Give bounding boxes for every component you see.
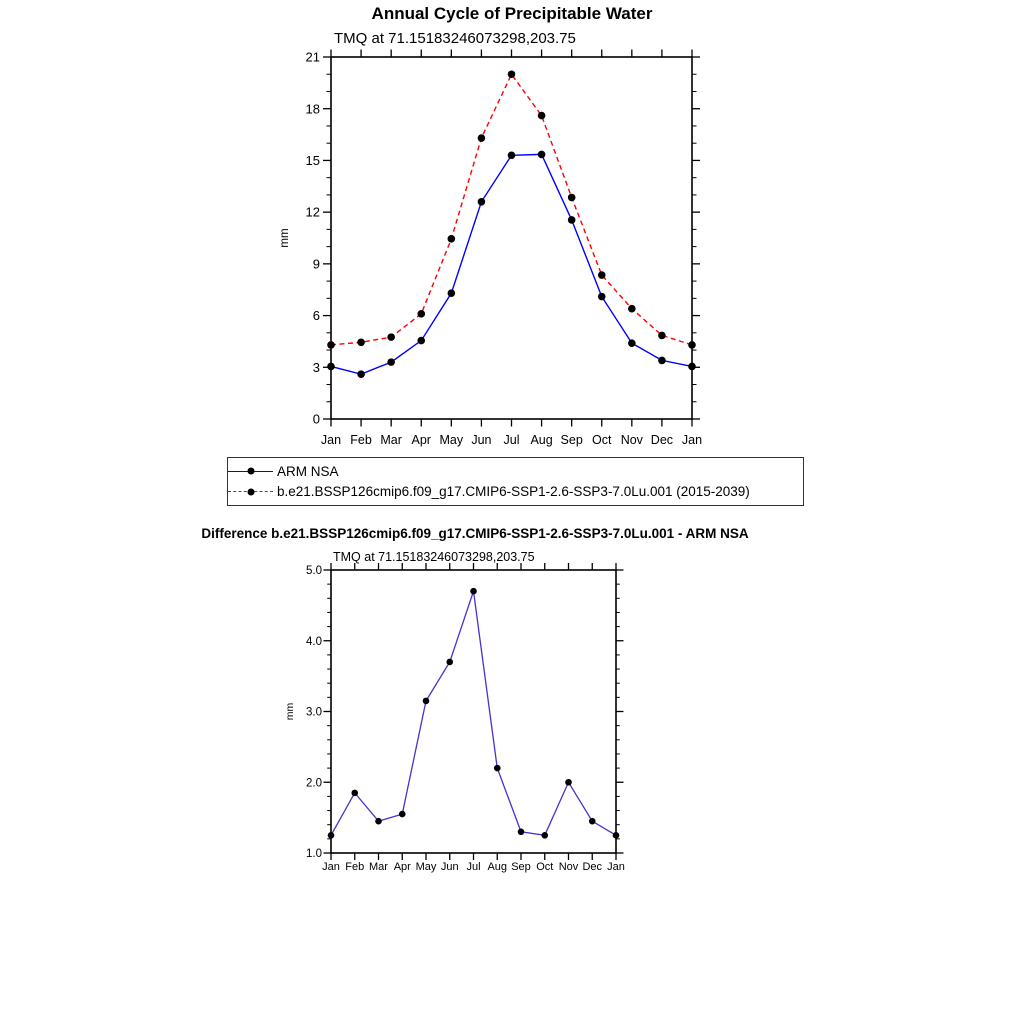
data-point-marker [589, 818, 596, 825]
x-tick-label: Jan [681, 433, 703, 447]
data-point-marker [688, 341, 696, 349]
data-point-marker [387, 333, 395, 341]
data-point-marker [565, 779, 572, 786]
data-point-marker [470, 588, 477, 595]
data-point-marker [478, 198, 486, 206]
y-tick-label: 1.0 [306, 848, 322, 861]
data-point-marker [357, 370, 365, 378]
y-axis-labels [306, 565, 322, 860]
y-tick-label: 3.0 [306, 706, 322, 719]
legend-marker-dot-icon [247, 468, 254, 475]
data-point-marker [375, 818, 382, 825]
series-markers-1 [327, 70, 696, 348]
x-axis-labels [322, 861, 625, 873]
data-point-marker [327, 341, 335, 349]
plot-frame [331, 570, 616, 853]
data-point-marker [613, 832, 620, 839]
x-tick-label: Nov [620, 433, 643, 447]
axis-ticks [323, 50, 700, 427]
y-tick-label: 9 [312, 256, 320, 272]
x-tick-label: Aug [487, 861, 508, 873]
data-point-marker [628, 339, 636, 347]
data-point-marker [448, 235, 456, 243]
data-point-marker [508, 151, 516, 159]
y-tick-label: 21 [305, 49, 320, 65]
difference-chart [240, 545, 660, 885]
annual-cycle-chart [240, 40, 740, 460]
y-tick-label: 0 [312, 411, 320, 427]
data-point-marker [688, 363, 696, 371]
x-tick-label: Dec [582, 861, 603, 873]
data-point-marker [478, 134, 486, 142]
data-point-marker [658, 357, 666, 365]
diff-chart-subtitle: TMQ at 71.15183246073298,203.75 [333, 550, 535, 564]
data-point-marker [628, 305, 636, 313]
legend-label-obs: ARM NSA [277, 463, 339, 479]
y-axis-title: mm [279, 228, 291, 248]
x-tick-label: Dec [650, 433, 674, 447]
x-tick-label: Jun [471, 433, 492, 447]
x-tick-label: Feb [350, 433, 372, 447]
data-point-marker [387, 358, 395, 366]
x-tick-label: May [439, 433, 464, 447]
data-point-marker [351, 790, 358, 797]
top-chart-subtitle: TMQ at 71.15183246073298,203.75 [334, 30, 576, 47]
x-tick-label: Oct [592, 433, 612, 447]
y-tick-label: 5.0 [306, 565, 322, 578]
x-tick-label: Jan [607, 861, 625, 873]
series-line-0 [331, 591, 616, 835]
x-tick-label: May [415, 861, 437, 873]
x-tick-label: Jan [320, 433, 342, 447]
y-tick-label: 18 [305, 101, 320, 117]
y-tick-label: 6 [312, 308, 320, 324]
data-point-marker [399, 811, 406, 818]
x-tick-label: Jan [322, 861, 340, 873]
data-point-marker [658, 332, 666, 340]
data-point-marker [417, 310, 425, 318]
data-point-marker [541, 832, 548, 839]
top-chart-title: Annual Cycle of Precipitable Water [371, 4, 653, 23]
legend-line-dashed-icon [228, 487, 273, 496]
axis-ticks [324, 563, 624, 860]
x-tick-label: Jun [440, 861, 459, 873]
data-point-marker [598, 293, 606, 301]
data-point-marker [446, 659, 453, 666]
diff-chart-title: Difference b.e21.BSSP126cmip6.f09_g17.CMIP6-SSP1-2.6-SSP3-7.0Lu.001 - ARM NSA [201, 526, 749, 541]
legend-label-model: b.e21.BSSP126cmip6.f09_g17.CMIP6-SSP1-2.6-SSP3-7.0Lu.001 (2015-2039) [277, 484, 750, 500]
x-tick-label: Mar [380, 433, 402, 447]
data-point-marker [494, 765, 501, 772]
x-tick-label: Jul [503, 433, 520, 447]
legend-item-obs [228, 464, 803, 479]
data-point-marker [508, 70, 516, 78]
data-point-marker [598, 271, 606, 279]
x-tick-label: Sep [560, 433, 583, 447]
x-tick-label: Aug [530, 433, 553, 447]
data-point-marker [518, 828, 525, 835]
data-point-marker [448, 289, 456, 297]
data-point-marker [538, 112, 546, 120]
data-point-marker [327, 363, 335, 371]
y-tick-label: 2.0 [306, 777, 322, 790]
x-tick-label: Nov [558, 861, 579, 873]
x-tick-label: Feb [345, 861, 365, 873]
series-line-1 [331, 74, 692, 345]
x-tick-label: Sep [511, 861, 531, 873]
x-tick-label: Apr [411, 433, 431, 447]
x-tick-label: Jul [466, 861, 481, 873]
x-tick-label: Apr [393, 861, 411, 873]
legend-marker-dot-icon [247, 488, 254, 495]
y-tick-label: 4.0 [306, 635, 322, 648]
data-point-marker [417, 337, 425, 345]
y-tick-label: 3 [312, 359, 320, 375]
x-tick-label: Mar [369, 861, 388, 873]
series-markers-0 [328, 588, 620, 839]
x-axis-labels [321, 433, 702, 447]
y-axis-title: mm [284, 702, 296, 721]
data-point-marker [328, 832, 335, 839]
legend-box [227, 457, 804, 506]
data-point-marker [538, 151, 546, 159]
y-tick-label: 12 [305, 204, 320, 220]
series-markers-0 [327, 151, 696, 378]
legend-item-model [228, 484, 803, 499]
data-point-marker [568, 194, 576, 202]
x-tick-label: Oct [536, 861, 554, 873]
y-tick-label: 15 [305, 152, 320, 168]
y-axis-labels [306, 50, 320, 427]
series-line-0 [331, 154, 692, 374]
legend-line-solid-icon [228, 467, 273, 476]
data-point-marker [357, 338, 365, 346]
data-point-marker [423, 698, 430, 705]
data-point-marker [568, 216, 576, 224]
